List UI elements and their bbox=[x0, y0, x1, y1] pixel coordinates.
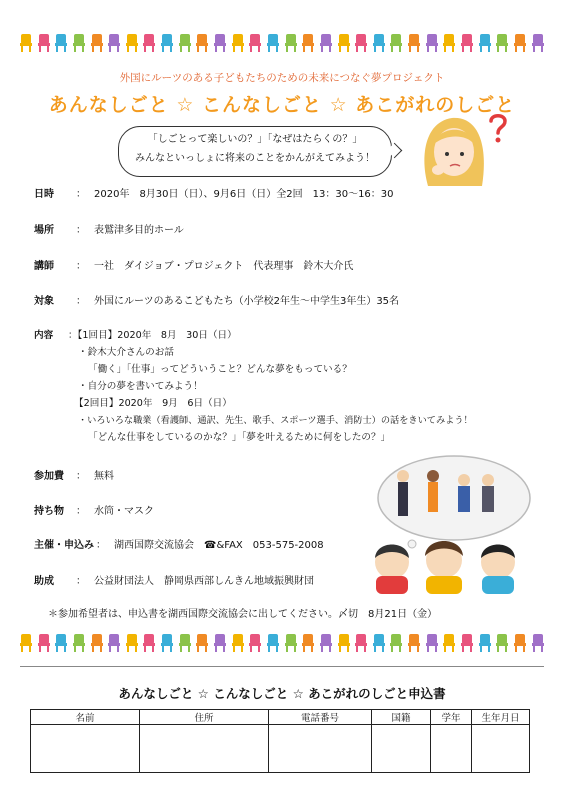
date-value: 2020年 8月30日（日）、9月6日（日）全2回 13：30～16：30 bbox=[94, 189, 394, 200]
info-host: 主催・申込み ： 湖西国際交流協会 ☎&FAX 053-575-2008 bbox=[34, 536, 324, 551]
chair-icon bbox=[249, 34, 261, 52]
chair-icon bbox=[161, 634, 173, 652]
chair-icon bbox=[267, 634, 279, 652]
cut-line bbox=[20, 666, 544, 667]
host-label: 主催・申込み bbox=[34, 540, 94, 551]
content-label: 内容 bbox=[34, 330, 54, 341]
chair-icon bbox=[461, 634, 473, 652]
page-title: あんなしごと ☆ こんなしごと ☆ あこがれのしごと bbox=[48, 94, 516, 116]
chair-border-bottom bbox=[20, 630, 544, 652]
items-value: 水筒・マスク bbox=[94, 506, 154, 517]
chair-icon bbox=[232, 634, 244, 652]
chair-icon bbox=[443, 634, 455, 652]
info-target: 対象 ： 外国にルーツのあるこどもたち（小学校2年生～中学生3年生）35名 bbox=[34, 292, 399, 307]
lecturer-value: 一社 ダイジョブ・プロジェクト 代表理事 鈴木大介氏 bbox=[94, 261, 354, 272]
chair-icon bbox=[126, 634, 138, 652]
chair-icon bbox=[20, 34, 32, 52]
form-title: あんなしごと ☆ こんなしごと ☆ あこがれのしごと申込書 bbox=[118, 686, 446, 701]
form-field-address[interactable] bbox=[140, 725, 269, 773]
chair-icon bbox=[355, 34, 367, 52]
info-fee: 参加費 ： 無料 bbox=[34, 467, 114, 482]
chair-icon bbox=[390, 34, 402, 52]
chair-icon bbox=[73, 34, 85, 52]
chair-icon bbox=[532, 634, 544, 652]
question-mark-icon bbox=[485, 112, 511, 144]
chair-icon bbox=[373, 34, 385, 52]
support-label: 助成 bbox=[34, 576, 54, 587]
chair-icon bbox=[196, 634, 208, 652]
content-line: 「働く」「仕事」ってどういうこと？どんな夢をもっている？ bbox=[88, 364, 352, 375]
chair-icon bbox=[408, 34, 420, 52]
chair-icon bbox=[338, 34, 350, 52]
form-col-name: 名前 bbox=[31, 710, 140, 725]
place-value: 表鷲津多目的ホール bbox=[94, 225, 184, 236]
fee-value: 無料 bbox=[94, 471, 114, 482]
content-line: 【1回目】2020年 8月 30日（日） bbox=[77, 330, 237, 341]
chair-icon bbox=[143, 34, 155, 52]
chair-icon bbox=[302, 34, 314, 52]
chair-icon bbox=[496, 634, 508, 652]
content-line: ・鈴木大介さんのお話 bbox=[78, 347, 174, 358]
chair-icon bbox=[267, 34, 279, 52]
bubble-line-2: みんなといっしょに将来のことをかんがえてみよう！ bbox=[135, 153, 375, 164]
chair-icon bbox=[426, 34, 438, 52]
form-field-phone[interactable] bbox=[269, 725, 372, 773]
content-line: ・いろいろな職業（看護師、通訳、先生、歌手、スポーツ選手、消防士）の話をきいてみよう！ bbox=[78, 415, 473, 426]
application-note: ＊参加希望者は、申込書を湖西国際交流協会に出してください。〆切 8月21日（金） bbox=[48, 609, 438, 620]
info-items: 持ち物 ： 水筒・マスク bbox=[34, 502, 154, 517]
form-col-phone: 電話番号 bbox=[269, 710, 372, 725]
chair-icon bbox=[285, 634, 297, 652]
chair-icon bbox=[91, 34, 103, 52]
chair-border-top bbox=[20, 30, 544, 52]
chair-icon bbox=[143, 634, 155, 652]
info-place: 場所 ： 表鷲津多目的ホール bbox=[34, 221, 184, 236]
chair-icon bbox=[249, 634, 261, 652]
form-field-birthdate[interactable] bbox=[472, 725, 530, 773]
chair-icon bbox=[73, 634, 85, 652]
children-dreaming-illustration bbox=[362, 452, 532, 594]
chair-icon bbox=[55, 34, 67, 52]
chair-icon bbox=[179, 34, 191, 52]
form-field-nationality[interactable] bbox=[372, 725, 431, 773]
form-field-grade[interactable] bbox=[431, 725, 472, 773]
chair-icon bbox=[514, 34, 526, 52]
chair-icon bbox=[479, 634, 491, 652]
chair-icon bbox=[91, 634, 103, 652]
chair-icon bbox=[443, 34, 455, 52]
chair-icon bbox=[320, 634, 332, 652]
form-col-address: 住所 bbox=[140, 710, 269, 725]
lecturer-label: 講師 bbox=[34, 261, 54, 272]
chair-icon bbox=[514, 634, 526, 652]
chair-icon bbox=[126, 34, 138, 52]
chair-icon bbox=[179, 634, 191, 652]
target-value: 外国にルーツのあるこどもたち（小学校2年生～中学生3年生）35名 bbox=[94, 296, 400, 307]
chair-icon bbox=[232, 34, 244, 52]
chair-icon bbox=[214, 34, 226, 52]
chair-icon bbox=[373, 634, 385, 652]
chair-icon bbox=[426, 634, 438, 652]
place-label: 場所 bbox=[34, 225, 54, 236]
bubble-line-1: 「しごとって楽しいの？」「なぜはたらくの？」 bbox=[147, 134, 363, 145]
chair-icon bbox=[390, 634, 402, 652]
info-support: 助成 ： 公益財団法人 静岡県西部しんきん地域振興財団 bbox=[34, 572, 314, 587]
chair-icon bbox=[338, 634, 350, 652]
info-lecturer: 講師 ： 一社 ダイジョブ・プロジェクト 代表理事 鈴木大介氏 bbox=[34, 257, 353, 272]
chair-icon bbox=[161, 34, 173, 52]
content-section: 内容 ：【1回目】2020年 8月 30日（日） ・鈴木大介さんのお話 「働く」「仕事」ってどういうこと？どんな夢をもっている？ ・自分の夢を書いてみよう！ 【2回目】2020年 9月 6日（日） ・いろいろな職業（看護師、通訳、先生、歌手、スポーツ選手、消防士）の話をきいてみよう！ 「どんな仕事をしているのかな？」「夢を叶えるために何をしたの？」 bbox=[34, 327, 473, 446]
info-date: 日時 ： 2020年 8月30日（日）、9月6日（日）全2回 13：30～16：30 bbox=[34, 185, 394, 200]
fee-label: 参加費 bbox=[34, 471, 64, 482]
host-value: 湖西国際交流協会 ☎&FAX 053-575-2008 bbox=[114, 540, 324, 551]
form-col-nationality: 国籍 bbox=[372, 710, 431, 725]
chair-icon bbox=[38, 634, 50, 652]
chair-icon bbox=[461, 34, 473, 52]
form-field-name[interactable] bbox=[31, 725, 140, 773]
speech-bubble bbox=[118, 126, 392, 177]
chair-icon bbox=[408, 634, 420, 652]
form-col-grade: 学年 bbox=[431, 710, 472, 725]
chair-icon bbox=[108, 634, 120, 652]
chair-icon bbox=[55, 634, 67, 652]
chair-icon bbox=[38, 34, 50, 52]
chair-icon bbox=[479, 34, 491, 52]
chair-icon bbox=[532, 34, 544, 52]
chair-icon bbox=[285, 34, 297, 52]
chair-icon bbox=[320, 34, 332, 52]
support-value: 公益財団法人 静岡県西部しんきん地域振興財団 bbox=[94, 576, 314, 587]
chair-icon bbox=[302, 634, 314, 652]
content-line: ・自分の夢を書いてみよう！ bbox=[78, 381, 203, 392]
chair-icon bbox=[108, 34, 120, 52]
items-label: 持ち物 bbox=[34, 506, 64, 517]
chair-icon bbox=[214, 634, 226, 652]
form-col-birthdate: 生年月日 bbox=[472, 710, 530, 725]
date-label: 日時 bbox=[34, 189, 54, 200]
content-line: 【2回目】2020年 9月 6日（日） bbox=[74, 398, 232, 409]
chair-icon bbox=[355, 634, 367, 652]
chair-icon bbox=[20, 634, 32, 652]
chair-icon bbox=[496, 34, 508, 52]
chair-icon bbox=[196, 34, 208, 52]
application-form bbox=[30, 709, 530, 773]
content-line: 「どんな仕事をしているのかな？」「夢を叶えるために何をしたの？」 bbox=[88, 432, 391, 443]
target-label: 対象 bbox=[34, 296, 54, 307]
subtitle: 外国にルーツのある子どもたちのための未来につなぐ夢プロジェクト bbox=[119, 72, 445, 84]
